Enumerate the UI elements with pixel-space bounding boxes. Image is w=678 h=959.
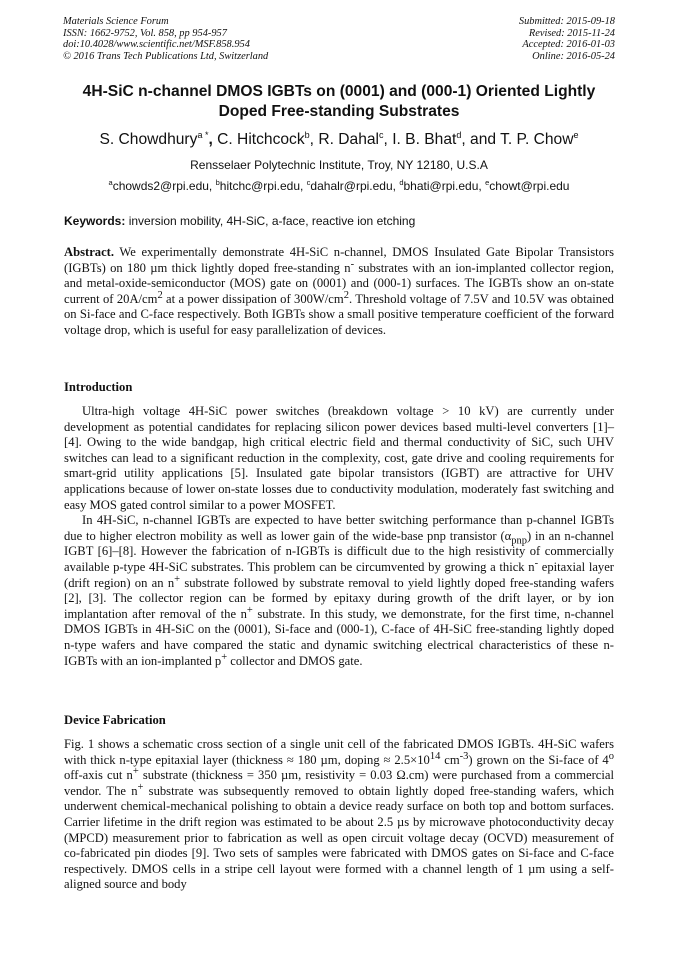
email-address[interactable]: bhati@rpi.edu	[403, 179, 479, 193]
abstract-text: at a power dissipation of 300W/cm	[162, 291, 344, 306]
email-list: $^a$chowds2@rpi.edu, $^b$hitchc@rpi.edu, $^c$dahalr@rpi.edu, $^d$bhati@rpi.edu, $^e$chowt@rpi.edu	[108, 178, 570, 193]
title-line-2: Doped Free-standing Substrates	[218, 103, 460, 120]
text-run: cm	[440, 752, 460, 767]
abstract-text: . Threshold voltage of 7.5V and 10.5V was obtained on Si-face and C-face respectively. Both IGBTs show a small positive temperature coefficient of the forward voltage drop, which is useful for easy parallelization of devices.	[64, 291, 614, 337]
author-sep: , and	[461, 131, 501, 148]
text-run: collector and DMOS gate.	[227, 653, 363, 668]
copyright: © 2016 Trans Tech Publications Ltd, Switzerland	[63, 50, 269, 62]
text-sup: o	[608, 750, 614, 762]
section-heading-introduction: Introduction	[64, 380, 133, 394]
text-run: ) in an n-channel IGBT [6]–[8]. However the fabrication of n-IGBTs is difficult due to the high resistivity of commercially available p-type 4H-SiC substrates. This problem can be circumvented by growing a thick n	[64, 528, 614, 574]
author-list	[40, 130, 638, 150]
revised-date: Revised: 2015-11-24	[528, 27, 615, 39]
text-sup: +	[174, 573, 181, 585]
author-name: C. Hitchcock	[217, 131, 305, 148]
text-run: In 4H-SiC, n-channel IGBTs are expected to have better switching performance than p-channel IGBTs due to higher electron mobility as well as lower gain of the wide-base pnp transistor (α	[64, 513, 614, 543]
introduction-body	[64, 404, 614, 669]
header-right	[519, 16, 615, 62]
text-sup: +	[246, 604, 253, 616]
text-run: Fig. 1 shows a schematic cross section of a single unit cell of the fabricated DMOS IGBTs. 4H-SiC wafers with thick n-type epitaxial layer (thickness ≈ 180 µm, doping ≈ 2.5×10	[64, 737, 614, 767]
email-sup: d	[399, 178, 404, 187]
text-sup: +	[137, 781, 144, 793]
email-sup: a	[108, 178, 113, 187]
text-sub: pnp	[511, 535, 527, 547]
journal-name: Materials Science Forum	[63, 16, 169, 27]
text-sup: +	[221, 651, 228, 663]
text-sup: -3	[459, 750, 469, 762]
author-sup: d	[456, 129, 462, 140]
author-sup: b	[304, 129, 310, 140]
email-address[interactable]: dahalr@rpi.edu	[310, 179, 393, 193]
author-sup: e	[573, 129, 579, 140]
text-run: substrate followed by substrate removal to yield lightly doped free-standing wafers [2], [3]. The collector region can be formed by epitaxy during growth of the drift layer, or by ion implantation after removal of the n	[64, 575, 614, 621]
paper-title	[40, 82, 638, 122]
email-sup: e	[485, 178, 490, 187]
text-run: off-axis cut n	[64, 768, 133, 783]
text-sup: -	[534, 557, 539, 569]
paragraph	[64, 737, 614, 893]
online-date: Online: 2016-05-24	[532, 50, 615, 62]
email-address[interactable]: hitchc@rpi.edu	[219, 179, 300, 193]
text-run: substrate was subsequently removed to obtain lightly doped free-standing wafers, which underwent chemical-mechanical polishing to obtain a device ready surface on both top and bottom surfaces. Carrier lifetime in the drift region was estimated to be about 2.5 µs by microwave photoconductivity decay (MPCD) measurement prior to fabrication as well as open circuit voltage decay (OCVD) measurement of co-fabricated pin diodes [9]. Two sets of samples were fabricated with DMOS gates on Si-face and C-face respectively. DMOS cells in a stripe cell layout were formed with a channel length of 1 µm using a self-aligned source and body	[64, 783, 614, 892]
author-sup: c	[379, 129, 384, 140]
title-line-1: 4H-SiC n-channel DMOS IGBTs on (0001) and (000-1) Oriented Lightly	[82, 83, 596, 100]
section-heading-device-fabrication: Device Fabrication	[64, 713, 166, 727]
accepted-date: Accepted: 2016-01-03	[522, 39, 615, 51]
keywords-label: Keywords:	[64, 214, 126, 228]
abstract-text: We experimentally demonstrate 4H-SiC n-channel, DMOS Insulated Gate Bipolar Transistors (IGBTs) on 180 µm thick lightly doped free-standing n	[64, 245, 614, 275]
abstract-label: Abstract.	[64, 245, 115, 259]
author-name: R. Dahal	[318, 131, 380, 148]
email-address[interactable]: chowds2@rpi.edu	[112, 179, 209, 193]
abstract	[64, 245, 614, 339]
header-left	[63, 16, 268, 62]
paragraph: Ultra-high voltage 4H-SiC power switches (breakdown voltage > 10 kV) are currently under development as potential candidates for replacing silicon power devices based multi-level converters [1]–[4]. Owing to the wide bandgap, high critical electric field and thermal conductivity of SiC, such UHV switches can lead to a significant reduction in the complexity, cost, gate drive and cooling requirements for smart-grid utility applications [5]. Insulated gate bipolar transistors (IGBT) are attractive for UHV applications because of lower on-state losses due to conductivity modulation, moderately fast switching and easy MOS gated control similar to a power MOSFET.	[64, 404, 614, 512]
text-run: substrate (thickness = 350 µm, resistivity = 0.03 Ω.cm) were purchased from a commercial vendor. The n	[64, 768, 614, 798]
abstract-sup: 2	[343, 289, 349, 301]
text-sup: +	[132, 766, 139, 777]
abstract-sup: 2	[157, 289, 163, 301]
issn: ISSN: 1662-9752, Vol. 858, pp 954-957	[63, 27, 227, 39]
fabrication-body	[64, 737, 614, 893]
text-run: ) grown on the Si-face of 4	[468, 752, 609, 767]
author-sep: ,	[309, 131, 319, 148]
email-sup: b	[215, 178, 220, 187]
email-address[interactable]: chowt@rpi.edu	[489, 179, 570, 193]
submitted-date: Submitted: 2015-09-18	[518, 16, 615, 27]
affiliation: Rensselaer Polytechnic Institute, Troy, NY 12180, U.S.A	[190, 158, 488, 172]
author-sep: ,	[383, 131, 393, 148]
text-run: substrate. In this study, we demonstrate, for the first time, n-channel DMOS IGBTs in 4H-SiC on the (0001), Si-face and (000-1), C-face of 4H-SiC free-standing lightly doped n-type wafers and have compared the static and dynamic switching electrical characteristics of these n-IGBTs with an ion-implanted p	[64, 606, 614, 668]
keywords-text: inversion mobility, 4H-SiC, a-face, reactive ion etching	[125, 214, 416, 228]
keywords	[64, 214, 614, 229]
author-sup: a *	[197, 129, 209, 140]
author-sep: ,	[208, 131, 218, 148]
paragraph	[64, 513, 614, 669]
abstract-sup: -	[350, 258, 355, 270]
author-name: I. B. Bhat	[392, 131, 457, 148]
author-name: T. P. Chow	[500, 131, 574, 148]
author-name: S. Chowdhury	[99, 131, 198, 148]
email-sup: c	[306, 178, 311, 187]
text-sup: 14	[429, 750, 441, 762]
doi: doi:10.4028/www.scientific.net/MSF.858.954	[63, 39, 250, 51]
abstract-text: substrates with an ion-implanted collector region, and metal-oxide-semiconductor (MOS) gate on (0001) and (000-1) surfaces. The IGBTs show an on-state current of 20A/cm	[64, 260, 615, 306]
text-run: epitaxial layer (drift region) on an n	[64, 559, 614, 590]
